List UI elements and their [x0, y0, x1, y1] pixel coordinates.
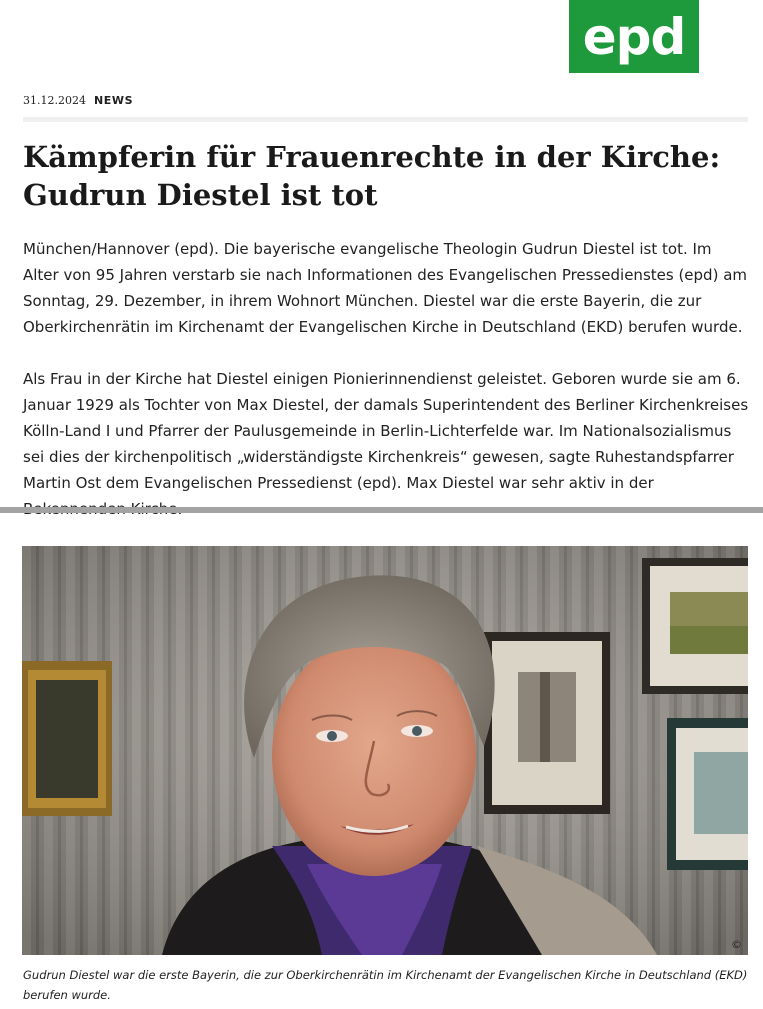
landscape-frame-top — [642, 558, 748, 694]
article-headline: Kämpferin für Frauenrechte in der Kirche: Gudrun Diestel ist tot — [23, 140, 721, 212]
landscape-frame-bottom — [667, 718, 748, 870]
publish-date: 31.12.2024 — [23, 94, 86, 107]
gold-frame — [22, 661, 112, 816]
category-label[interactable]: NEWS — [93, 94, 134, 107]
copyright-icon[interactable]: © — [731, 938, 742, 951]
meta-divider — [23, 117, 748, 122]
engraving-frame — [484, 632, 610, 814]
epd-logo[interactable]: epd — [569, 0, 699, 73]
article-paragraph: München/Hannover (epd). Die bayerische evangelische Theologin Gudrun Diestel ist tot. Im Alter von 95 Jahren verstarb sie nach Informationen des Evangelischen Pressedienstes (epd) am Sonntag, 29. Dezember, in ihrem Wohnort München. Diestel war die erste Bayerin, die zur Oberkirchenrätin im Kirchenamt der Evangelischen Kirche in Deutschland (EKD) berufen wurde. — [23, 240, 747, 336]
portrait-photo[interactable] — [22, 546, 748, 955]
section-divider — [0, 507, 763, 513]
image-caption: Gudrun Diestel war die erste Bayerin, die zur Oberkirchenrätin im Kirchenamt der Evangelischen Kirche in Deutschland (EKD) berufen wurde. — [23, 968, 748, 1002]
article-paragraph: Als Frau in der Kirche hat Diestel einigen Pionierinnendienst geleistet. Geboren wurde sie am 6. Januar 1929 als Tochter von Max Diestel, der damals Superintendent des Berliner Kirchenkreises Kölln-Land I und Pfarrer der Paulusgemeinde in Berlin-Lichterfelde war. Im Nationalsozialismus sei dies der kirchenpolitisch „widerständigste Kirchenkreis“ gewesen, sagte Ruhestandspfarrer Martin Ost dem Evangelischen Pressedienst (epd). Max Diestel war sehr aktiv in der — [23, 370, 749, 492]
article-meta — [23, 94, 133, 108]
portrait-illustration — [22, 546, 748, 955]
